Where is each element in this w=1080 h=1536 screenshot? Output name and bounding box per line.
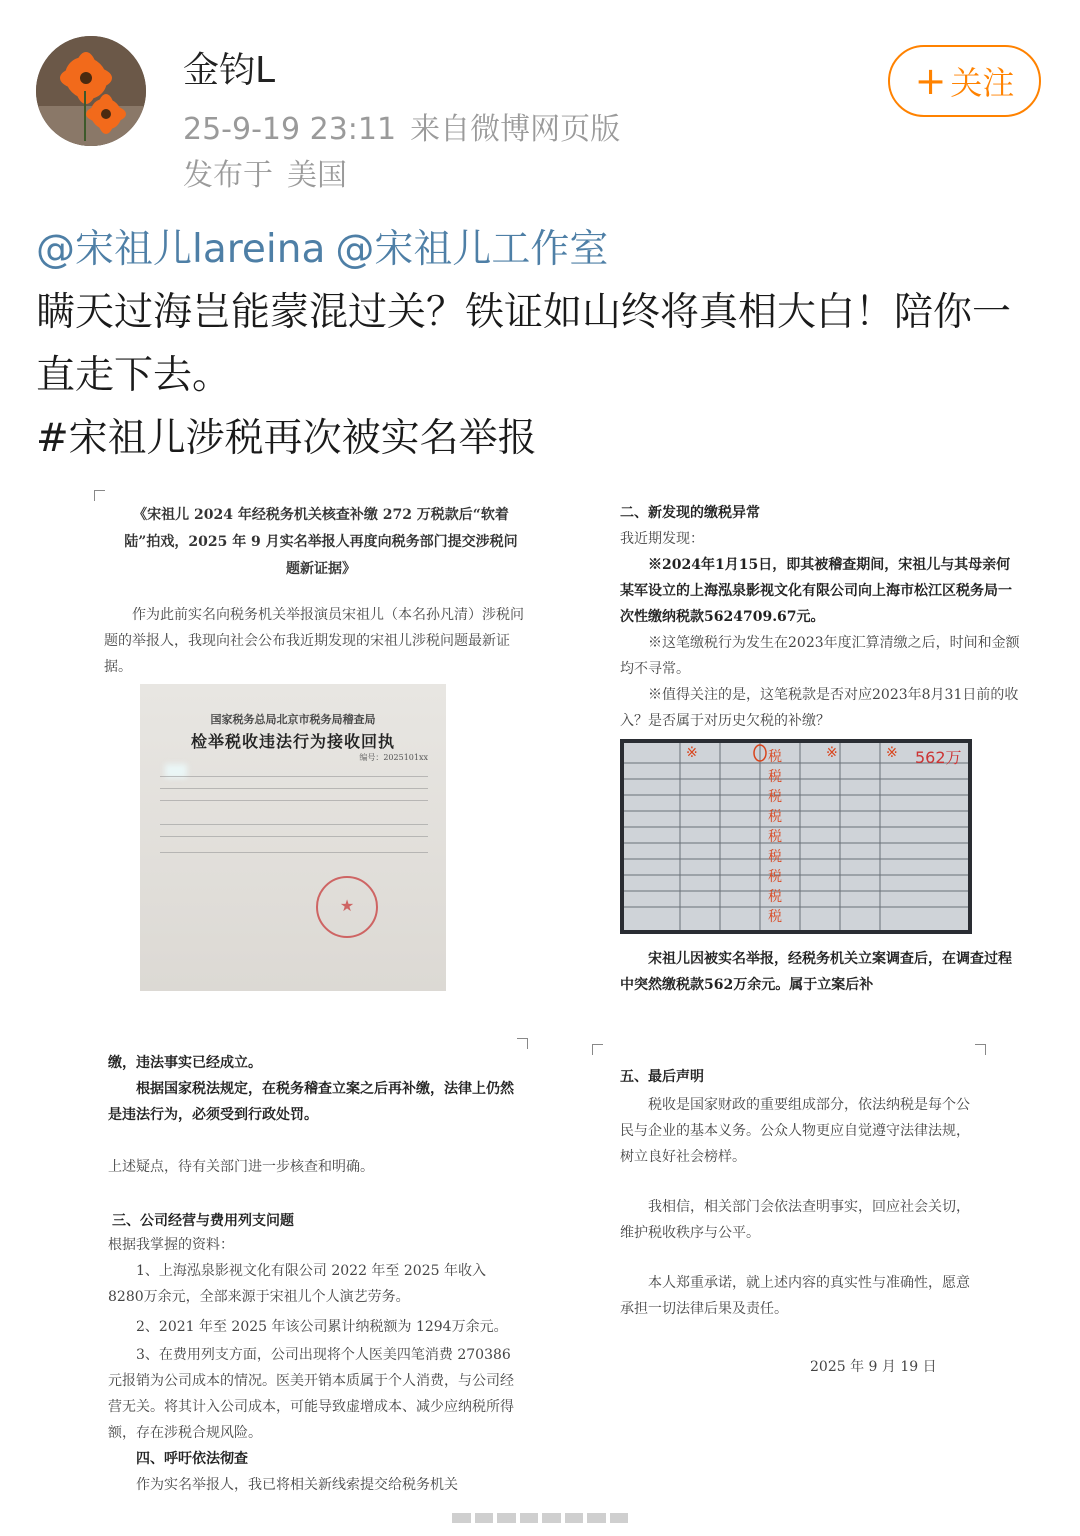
doc-paragraph: 1、上海泓泉影视文化有限公司 2022 年至 2025 年收入 8280万余元，全部来源于宋祖儿个人演艺劳务。 (108, 1263, 486, 1305)
doc-paragraph: 我相信，相关部门会依法查明事实，回应社会关切，维护税收秩序与公平。 (620, 1199, 970, 1241)
doc-date: 2025 年 9 月 19 日 (810, 1359, 937, 1375)
receipt-line (160, 800, 428, 801)
doc-paragraph: 上述疑点，待有关部门进一步核查和明确。 (108, 1159, 374, 1175)
post-location (183, 150, 361, 194)
svg-text:税: 税 (768, 869, 782, 885)
ledger-annotation: 562万 (915, 748, 962, 767)
doc-paragraph: 2、2021 年至 2025 年该公司累计纳税额为 1294万余元。 (136, 1319, 508, 1335)
doc-paragraph: 3、在费用列支方面，公司出现将个人医美四笔消费 270386 元报销为公司成本的情况。医美开销本质属于个人消费，与公司经营无关。将其计入公司成本，可能导致虚增成本、减少应纳税所得额，存在涉税合规风险。 (108, 1347, 514, 1441)
svg-text:税: 税 (768, 769, 782, 785)
ledger-table-graphic (620, 739, 972, 934)
doc-title: 《宋祖儿 2024 年经税务机关核查补缴 272 万税款后“软着陆”拍戏，2025 年 9 月实名举报人再度向税务部门提交涉税问题新证据》 (124, 507, 518, 577)
ledger-photo (620, 739, 972, 934)
svg-text:税: 税 (768, 809, 782, 825)
receipt-line (160, 788, 428, 789)
mention-row (36, 218, 1041, 281)
follow-button[interactable] (888, 45, 1041, 117)
doc-paragraph: 作为此前实名向税务机关举报演员宋祖儿（本名孙凡清）涉税问题的举报人，我现向社会公布我近期发现的宋祖儿涉税问题最新证据。 (104, 607, 524, 675)
svg-text:※: ※ (886, 745, 898, 761)
receipt-number: 编号：2025101xx (359, 753, 428, 762)
svg-text:税: 税 (768, 789, 782, 805)
post-time: 25-9-19 23:11 (183, 112, 397, 147)
doc-heading: 五、最后声明 (620, 1069, 704, 1085)
svg-text:税: 税 (768, 829, 782, 845)
doc-paragraph: 根据我掌握的资料： (108, 1237, 234, 1253)
official-seal (316, 876, 378, 938)
mention-link[interactable]: @宋祖儿工作室 (335, 227, 609, 272)
document-image-4[interactable] (592, 1038, 1036, 1536)
avatar[interactable] (36, 36, 146, 146)
doc-paragraph: 缴，违法事实已经成立。 (108, 1055, 262, 1071)
plus-icon: + (914, 59, 947, 103)
receipt-line (160, 836, 428, 837)
receipt-line (160, 824, 428, 825)
receipt-line (160, 852, 428, 853)
doc-paragraph: ※值得关注的是，这笔税款是否对应2023年8月31日前的收入？是否属于对历史欠税的补缴？ (620, 687, 1019, 729)
crop-mark (517, 1038, 528, 1049)
doc-paragraph: 作为实名举报人，我已将相关新线索提交给税务机关 (136, 1477, 458, 1493)
doc-paragraph: 税收是国家财政的重要组成部分，依法纳税是每个公民与企业的基本义务。公众人物更应自觉遵守法律法规，树立良好社会榜样。 (620, 1097, 970, 1165)
username[interactable]: 金钧L (183, 50, 276, 91)
svg-text:※: ※ (686, 745, 698, 761)
hashtag-link[interactable]: #宋祖儿涉税再次被实名举报 (36, 416, 537, 461)
svg-text:※: ※ (826, 745, 838, 761)
receipt-org: 国家税务总局北京市税务局稽查局 (210, 713, 376, 726)
location-value: 美国 (287, 158, 347, 193)
svg-text:税: 税 (768, 909, 782, 925)
doc-heading: 四、呼吁依法彻查 (136, 1451, 248, 1467)
doc-paragraph: ※这笔缴税行为发生在2023年度汇算清缴之后，时间和金额均不寻常。 (620, 635, 1020, 677)
doc-heading: 二、新发现的缴税异常 (620, 505, 760, 521)
svg-text:税: 税 (768, 749, 782, 765)
doc-heading: 三、公司经营与费用列支问题 (112, 1213, 294, 1229)
post-meta (183, 104, 634, 148)
follow-label: 关注 (950, 64, 1015, 102)
post-source[interactable]: 来自微博网页版 (410, 112, 621, 147)
crop-mark (975, 1044, 986, 1055)
document-image-2[interactable] (592, 490, 1036, 1018)
doc-paragraph: 宋祖儿因被实名举报，经税务机关立案调查后，在调查过程中突然缴税款562万余元。属于立案后补 (620, 951, 1012, 993)
mention-link[interactable]: @宋祖儿lareina (36, 227, 326, 272)
doc-paragraph: ※2024年1月15日，即其被稽查期间，宋祖儿与其母亲何某军设立的上海泓泉影视文化有限公司向上海市松江区税务局一次性缴纳税款5624709.67元。 (620, 557, 1012, 625)
image-fade-indicator (452, 1513, 628, 1523)
flower-avatar-image (36, 36, 146, 146)
doc-paragraph: 本人郑重承诺，就上述内容的真实性与准确性，愿意承担一切法律后果及责任。 (620, 1275, 970, 1317)
post-text (36, 218, 1041, 470)
receipt-photo (140, 684, 446, 991)
crop-mark (592, 1044, 603, 1055)
document-image-1[interactable] (94, 490, 538, 1018)
receipt-title: 检举税收违法行为接收回执 (190, 732, 395, 751)
location-label: 发布于 (183, 158, 273, 193)
svg-text:税: 税 (768, 849, 782, 865)
receipt-line (160, 776, 428, 777)
doc-paragraph: 根据国家税法规定，在税务稽查立案之后再补缴，法律上仍然是违法行为，必须受到行政处罚。 (108, 1081, 514, 1123)
post-body: 瞒天过海岂能蒙混过关？铁证如山终将真相大白！陪你一直走下去。 (36, 290, 1012, 398)
doc-paragraph: 我近期发现： (620, 531, 704, 547)
document-image-3[interactable] (94, 1038, 538, 1536)
crop-mark (94, 490, 105, 501)
svg-text:税: 税 (768, 889, 782, 905)
